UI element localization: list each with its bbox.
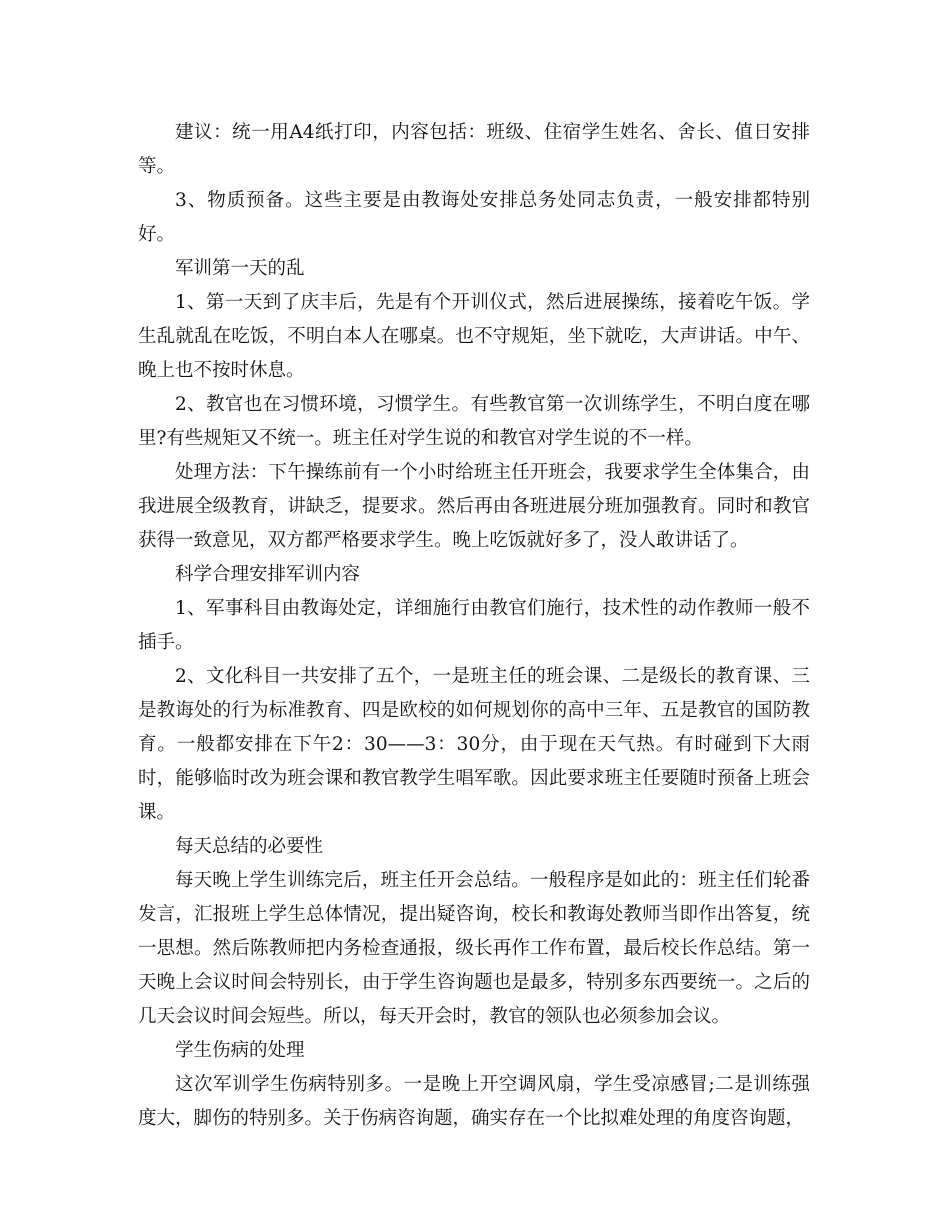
paragraph-military-subjects: 1、军事科目由教诲处定，详细施行由教官们施行，技术性的动作教师一般不插手。 xyxy=(138,598,810,653)
paragraph-first-day-1: 1、第一天到了庆丰后，先是有个开训仪式，然后进展操练，接着吃午饭。学生乱就乱在吃饭，不明白本人在哪桌。也不守规矩，坐下就吃，大声讲话。中午、晚上也不按时休息。 xyxy=(138,292,810,381)
document-body xyxy=(138,116,810,1136)
section-heading-first-day: 军训第一天的乱 xyxy=(175,258,305,279)
section-heading-training-content: 科学合理安排军训内容 xyxy=(175,564,361,585)
paragraph-first-day-2: 2、教官也在习惯环境，习惯学生。有些教官第一次训练学生，不明白度在哪里?有些规矩又不统一。班主任对学生说的和教官对学生说的不一样。 xyxy=(138,394,810,449)
paragraph-material-prep: 3、物质预备。这些主要是由教诲处安排总务处同志负责，一般安排都特别好。 xyxy=(138,190,810,245)
section-heading-injuries: 学生伤病的处理 xyxy=(175,1040,305,1061)
paragraph-suggestion: 建议：统一用A4纸打印，内容包括：班级、住宿学生姓名、舍长、值日安排等。 xyxy=(138,122,810,177)
paragraph-daily-summary: 每天晚上学生训练完后，班主任开会总结。一般程序是如此的：班主任们轮番发言，汇报班上学生总体情况，提出疑咨询，校长和教诲处教师当即作出答复，统一思想。然后陈教师把内务检查通报，级长再作工作布置，最后校长作总结。第一天晚上会议时间会特别长，由于学生咨询题也是最多，特别多东西要统一。之后的几天会议时间会短些。所以，每天开会时，教官的领队也必须参加会议。 xyxy=(138,870,810,1027)
paragraph-injuries: 这次军训学生伤病特别多。一是晚上开空调风扇，学生受凉感冒;二是训练强度大，脚伤的特别多。关于伤病咨询题，确实存在一个比拟难处理的角度咨询题， xyxy=(138,1074,810,1129)
paragraph-solution: 处理方法：下午操练前有一个小时给班主任开班会，我要求学生全体集合，由我进展全级教育，讲缺乏，提要求。然后再由各班进展分班加强教育。同时和教官获得一致意见，双方都严格要求学生。晚上吃饭就好多了，没人敢讲话了。 xyxy=(138,462,810,551)
paragraph-culture-subjects: 2、文化科目一共安排了五个，一是班主任的班会课、二是级长的教育课、三是教诲处的行为标准教育、四是欧校的如何规划你的高中三年、五是教官的国防教育。一般都安排在下午2：30——3：30分，由于现在天气热。有时碰到下大雨时，能够临时改为班会课和教官教学生唱军歌。因此要求班主任要随时预备上班会课。 xyxy=(138,666,810,823)
section-heading-daily-summary: 每天总结的必要性 xyxy=(175,836,324,857)
